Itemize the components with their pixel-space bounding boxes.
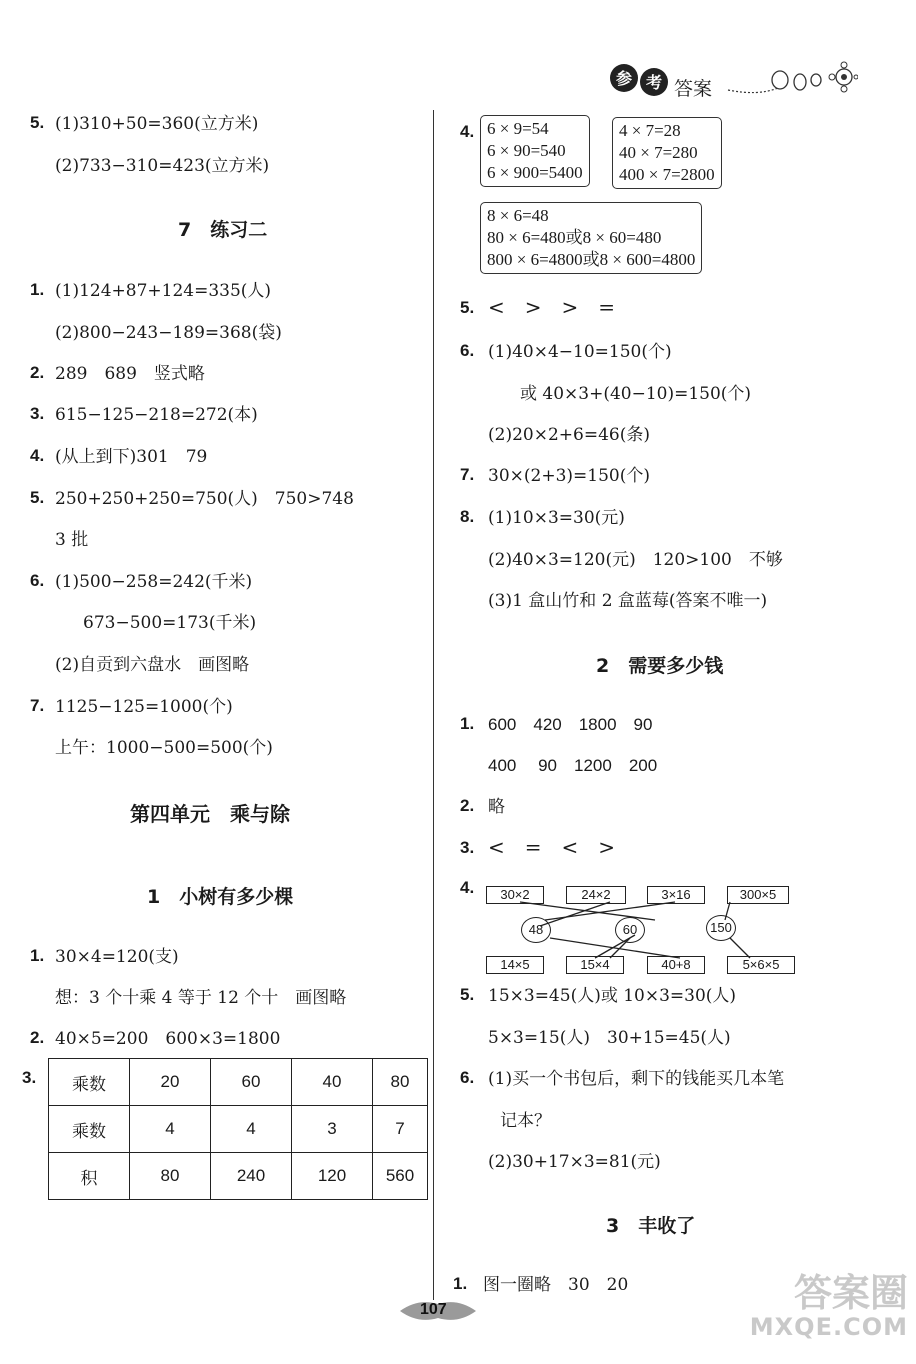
match-bubble: 48 bbox=[521, 917, 551, 943]
answer-line: 上午：1000−500=500(个) bbox=[55, 738, 273, 758]
answer-line: 289 689 竖式略 bbox=[55, 364, 205, 384]
box-line: 6 × 900=5400 bbox=[487, 163, 583, 182]
table-cell: 3 bbox=[292, 1106, 373, 1153]
box-line: 800 × 6=4800或8 × 600=4800 bbox=[487, 250, 696, 269]
table-row-head: 乘数 bbox=[49, 1106, 130, 1153]
box-line: 400 × 7=2800 bbox=[619, 165, 715, 184]
answer-line: < = < > bbox=[488, 835, 616, 859]
match-bottom-box: 14×5 bbox=[486, 956, 544, 974]
table-row bbox=[49, 1059, 428, 1106]
answer-line: 30×4=120(支) bbox=[55, 947, 179, 967]
match-bubble: 60 bbox=[615, 917, 645, 943]
answer-line: 400 90 1200 200 bbox=[488, 756, 658, 775]
unit-title: 第四单元 乘与除 bbox=[130, 802, 290, 826]
table-cell: 7 bbox=[373, 1106, 428, 1153]
answer-number: 1. bbox=[460, 714, 475, 733]
answer-line: (从上到下)301 79 bbox=[55, 447, 208, 467]
answer-number: 6. bbox=[460, 1068, 475, 1087]
multiplication-box bbox=[612, 117, 722, 189]
answer-line: 600 420 1800 90 bbox=[488, 715, 653, 734]
answer-line: 15×3=45(人)或 10×3=30(人) bbox=[488, 986, 737, 1006]
answer-line: 1125−125=1000(个) bbox=[55, 697, 233, 717]
answer-number: 6. bbox=[30, 571, 45, 590]
answer-number: 2. bbox=[30, 1028, 45, 1047]
table-row bbox=[49, 1153, 428, 1200]
answer-line: (1)310+50=360(立方米) bbox=[55, 114, 259, 134]
multiplication-box bbox=[480, 115, 590, 187]
answer-number: 2. bbox=[30, 363, 45, 382]
watermark bbox=[750, 1272, 908, 1340]
table-cell: 80 bbox=[130, 1153, 211, 1200]
table-cell: 120 bbox=[292, 1153, 373, 1200]
answer-line: 673−500=173(千米) bbox=[83, 613, 257, 633]
column-divider bbox=[433, 110, 434, 1300]
answer-line: 615−125−218=272(本) bbox=[55, 405, 258, 425]
table-cell: 4 bbox=[211, 1106, 292, 1153]
answer-number: 1. bbox=[30, 946, 45, 965]
match-top-box: 30×2 bbox=[486, 886, 544, 904]
answer-number: 4. bbox=[460, 878, 475, 897]
table-cell: 60 bbox=[211, 1059, 292, 1106]
table-cell: 560 bbox=[373, 1153, 428, 1200]
answer-line: 图一圈略 30 20 bbox=[483, 1275, 629, 1295]
answer-number: 2. bbox=[460, 796, 475, 815]
answer-line: 40×5=200 600×3=1800 bbox=[55, 1029, 281, 1049]
table-cell: 20 bbox=[130, 1059, 211, 1106]
answer-line: 5×3=15(人) 30+15=45(人) bbox=[488, 1028, 731, 1048]
box-line: 8 × 6=48 bbox=[487, 206, 549, 225]
answer-line: (1)500−258=242(千米) bbox=[55, 572, 253, 592]
answer-line: 3 批 bbox=[55, 530, 89, 550]
answer-line: 想：3 个十乘 4 等于 12 个十 画图略 bbox=[55, 988, 347, 1008]
page-number-badge bbox=[398, 1298, 478, 1328]
answer-number: 8. bbox=[460, 507, 475, 526]
match-top-box: 24×2 bbox=[566, 886, 626, 904]
answer-line: (2)733−310=423(立方米) bbox=[55, 156, 270, 176]
answer-line: (1)124+87+124=335(人) bbox=[55, 281, 272, 301]
answer-number: 7. bbox=[460, 465, 475, 484]
answer-line: (2)20×2+6=46(条) bbox=[488, 425, 650, 445]
table-cell: 4 bbox=[130, 1106, 211, 1153]
match-top-box: 3×16 bbox=[647, 886, 705, 904]
table-cell: 80 bbox=[373, 1059, 428, 1106]
answer-line: (2)800−243−189=368(袋) bbox=[55, 323, 282, 343]
multiplication-box bbox=[480, 202, 702, 274]
box-line: 4 × 7=28 bbox=[619, 121, 681, 140]
table-cell: 40 bbox=[292, 1059, 373, 1106]
match-bottom-box: 5×6×5 bbox=[727, 956, 795, 974]
answer-line: (1)10×3=30(元) bbox=[488, 508, 625, 528]
answer-number: 5. bbox=[460, 985, 475, 1004]
box-line: 6 × 90=540 bbox=[487, 141, 566, 160]
box-line: 80 × 6=480或8 × 60=480 bbox=[487, 228, 662, 247]
answer-number: 3. bbox=[22, 1068, 37, 1087]
header-title: 答案 bbox=[674, 78, 713, 100]
answer-number: 6. bbox=[460, 341, 475, 360]
watermark-url: MXQE.COM bbox=[749, 1313, 908, 1341]
answer-line: (3)1 盒山竹和 2 盒蓝莓(答案不唯一) bbox=[488, 591, 768, 611]
answer-line: (1)40×4−10=150(个) bbox=[488, 342, 672, 362]
section-heading: 1 小树有多少棵 bbox=[147, 886, 294, 908]
answer-number: 4. bbox=[460, 122, 475, 141]
answer-line: 或 40×3+(40−10)=150(个) bbox=[520, 384, 752, 404]
answer-number: 5. bbox=[30, 488, 45, 507]
section-heading: 7 练习二 bbox=[178, 219, 268, 241]
match-top-box: 300×5 bbox=[727, 886, 789, 904]
answer-line: (1)买一个书包后，剩下的钱能买几本笔 bbox=[488, 1069, 785, 1089]
answer-number: 7. bbox=[30, 696, 45, 715]
table-row-head: 积 bbox=[49, 1153, 130, 1200]
header-badge-1: 参 bbox=[616, 69, 633, 88]
answer-line: 略 bbox=[488, 797, 505, 817]
answer-number: 5. bbox=[460, 298, 475, 317]
answer-line: < > > = bbox=[488, 295, 616, 319]
multiplication-table bbox=[48, 1058, 428, 1200]
table-row-head: 乘数 bbox=[49, 1059, 130, 1106]
match-bottom-box: 15×4 bbox=[566, 956, 624, 974]
answer-number: 3. bbox=[460, 838, 475, 857]
page-number: 107 bbox=[420, 1301, 447, 1318]
watermark-title: 答案圈 bbox=[793, 1271, 908, 1315]
answer-line: (2)30+17×3=81(元) bbox=[488, 1152, 661, 1172]
match-bottom-box: 40+8 bbox=[647, 956, 705, 974]
answer-number: 1. bbox=[453, 1274, 468, 1293]
answer-line: 记本？ bbox=[500, 1111, 551, 1131]
answer-header-logo bbox=[608, 60, 858, 108]
match-bubble: 150 bbox=[706, 915, 736, 941]
answer-number: 4. bbox=[30, 446, 45, 465]
answer-line: 250+250+250=750(人) 750>748 bbox=[55, 489, 354, 509]
section-heading: 3 丰收了 bbox=[606, 1215, 696, 1237]
table-row bbox=[49, 1106, 428, 1153]
answer-number: 5. bbox=[30, 113, 45, 132]
header-badge-2: 考 bbox=[646, 73, 663, 92]
box-line: 40 × 7=280 bbox=[619, 143, 698, 162]
answer-number: 1. bbox=[30, 280, 45, 299]
section-heading: 2 需要多少钱 bbox=[596, 655, 724, 677]
answer-line: 30×(2+3)=150(个) bbox=[488, 466, 650, 486]
answer-number: 3. bbox=[30, 404, 45, 423]
table-cell: 240 bbox=[211, 1153, 292, 1200]
answer-line: (2)40×3=120(元) 120>100 不够 bbox=[488, 550, 783, 570]
answer-line: (2)自贡到六盘水 画图略 bbox=[55, 655, 250, 675]
box-line: 6 × 9=54 bbox=[487, 119, 549, 138]
